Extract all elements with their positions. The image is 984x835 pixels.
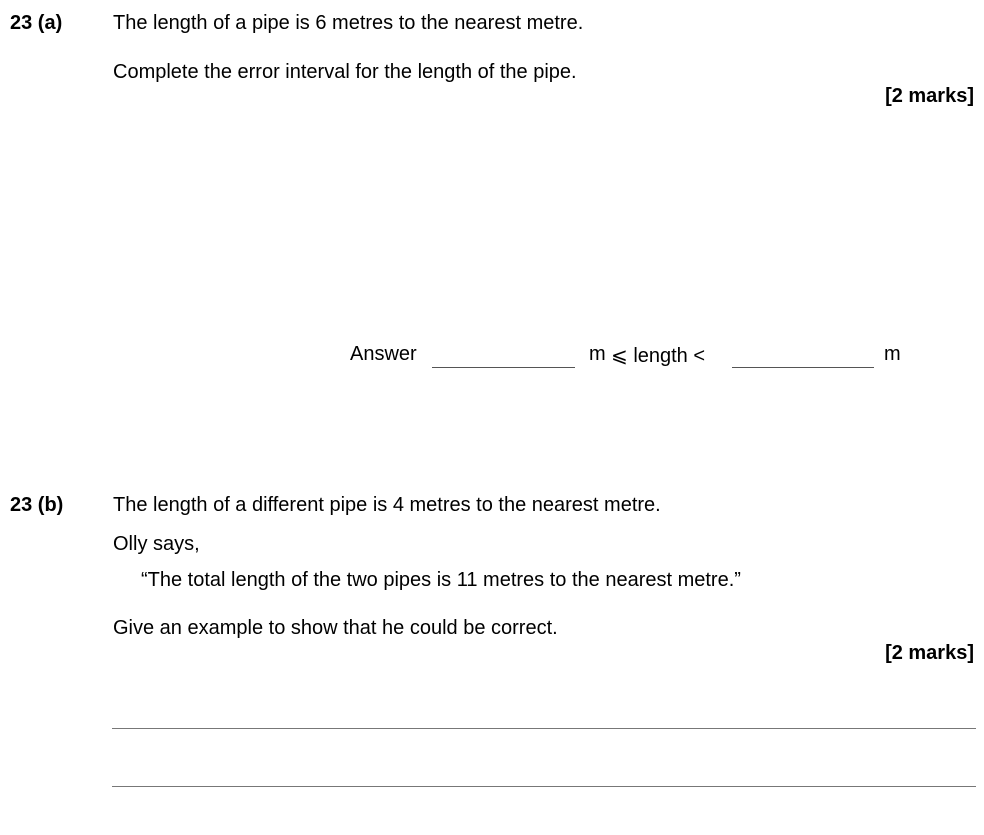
question-b-quote: “The total length of the two pipes is 11 metres to the nearest metre.” xyxy=(141,569,741,591)
answer-line-b-2[interactable] xyxy=(112,786,976,787)
answer-lower-bound-line[interactable] xyxy=(432,367,575,368)
answer-upper-bound-line[interactable] xyxy=(732,367,874,368)
question-a-statement: The length of a pipe is 6 metres to the nearest metre. xyxy=(113,12,584,34)
question-number-a: 23 (a) xyxy=(10,12,63,34)
answer-label: Answer xyxy=(350,343,417,365)
interval-relation: ⩽ length < xyxy=(611,345,706,367)
question-b-statement: The length of a different pipe is 4 metres to the nearest metre. xyxy=(113,494,661,516)
unit-m-lower: m xyxy=(589,343,606,365)
unit-m-upper: m xyxy=(884,343,901,365)
question-a-instruction: Complete the error interval for the length of the pipe. xyxy=(113,61,577,83)
question-b-instruction: Give an example to show that he could be correct. xyxy=(113,617,558,639)
question-number-b: 23 (b) xyxy=(10,494,64,516)
question-b-speaker: Olly says, xyxy=(113,533,200,555)
answer-line-b-1[interactable] xyxy=(112,728,976,729)
marks-b: [2 marks] xyxy=(885,642,974,664)
marks-a: [2 marks] xyxy=(885,85,974,107)
